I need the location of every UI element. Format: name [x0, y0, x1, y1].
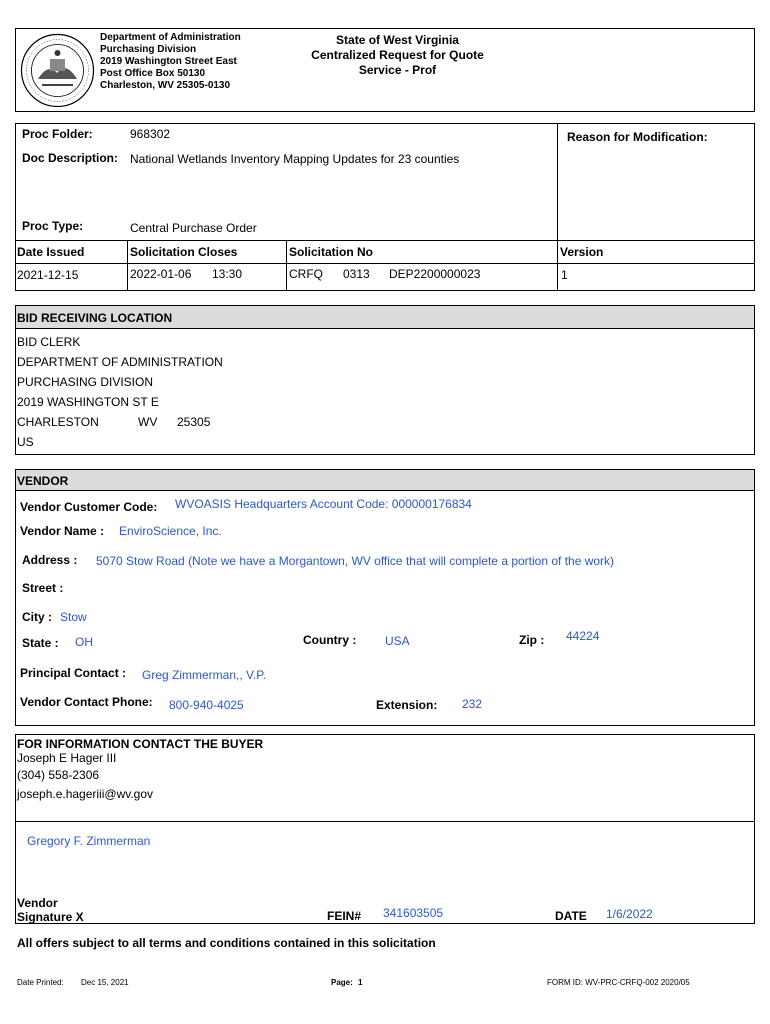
proc-type-value: Central Purchase Order: [130, 221, 257, 235]
title-line: Service - Prof: [358, 63, 437, 77]
state-seal: [20, 33, 95, 108]
solicitation-dept-value: 0313: [343, 267, 370, 281]
extension-label: Extension:: [376, 698, 438, 712]
title-line: Centralized Request for Quote: [311, 48, 484, 62]
solicitation-closes-header: Solicitation Closes: [130, 245, 238, 259]
state-label: State :: [22, 636, 59, 650]
state-field[interactable]: OH: [75, 635, 93, 649]
bid-line: 2019 WASHINGTON ST E: [17, 395, 159, 409]
bid-state: WV: [138, 415, 158, 429]
proc-box: [15, 123, 755, 291]
divider: [127, 240, 128, 291]
vendor-name-field[interactable]: EnviroScience, Inc.: [119, 524, 222, 538]
bid-country: US: [17, 435, 34, 449]
fein-field[interactable]: 341603505: [383, 906, 444, 920]
buyer-name: Joseph E Hager III: [17, 751, 117, 765]
form-id: FORM ID: WV-PRC-CRFQ-002 2020/05: [547, 978, 690, 987]
dept-line: Department of Administration: [100, 32, 241, 43]
dept-line: Post Office Box 50130: [100, 68, 206, 79]
seal-icon: [20, 33, 95, 108]
vendor-heading: VENDOR: [17, 474, 69, 488]
terms-notice: All offers subject to all terms and conditions contained in this solicitation: [17, 936, 436, 950]
bid-line: PURCHASING DIVISION: [17, 375, 154, 389]
solicitation-no-header: Solicitation No: [289, 245, 373, 259]
proc-folder-label: Proc Folder:: [22, 127, 93, 141]
date-field[interactable]: 1/6/2022: [606, 907, 653, 921]
doc-description-label: Doc Description:: [22, 151, 119, 165]
dept-line: Purchasing Division: [100, 44, 197, 55]
vendor-heading-bar: [16, 470, 754, 491]
divider: [15, 821, 755, 822]
date-label: DATE: [555, 909, 587, 923]
bid-location-heading: BID RECEIVING LOCATION: [17, 311, 173, 325]
reason-label: Reason for Modification:: [567, 130, 708, 144]
street-label: Street :: [22, 581, 64, 595]
vendor-phone-field[interactable]: 800-940-4025: [169, 698, 244, 712]
address-label: Address :: [22, 553, 78, 567]
principal-contact-label: Principal Contact :: [20, 666, 127, 680]
page-label: Page:: [331, 978, 353, 987]
buyer-phone: (304) 558-2306: [17, 768, 100, 782]
vendor-phone-label: Vendor Contact Phone:: [20, 695, 153, 709]
zip-field[interactable]: 44224: [566, 629, 600, 643]
version-value: 1: [561, 268, 568, 282]
proc-folder-value: 968302: [130, 127, 171, 141]
proc-type-label: Proc Type:: [22, 219, 84, 233]
dept-line: 2019 Washington Street East: [100, 56, 237, 67]
closes-time-value: 13:30: [212, 267, 243, 281]
zip-label: Zip :: [519, 633, 545, 647]
extension-field[interactable]: 232: [462, 697, 483, 711]
title-line: State of West Virginia: [336, 33, 459, 47]
signature-label-line: Vendor: [17, 896, 58, 910]
bid-line: BID CLERK: [17, 335, 81, 349]
divider: [15, 240, 755, 241]
doc-description-value: National Wetlands Inventory Mapping Updates for 23 counties: [130, 152, 460, 166]
fein-label: FEIN#: [327, 909, 362, 923]
dept-line: Charleston, WV 25305-0130: [100, 80, 231, 91]
vendor-name-label: Vendor Name :: [20, 524, 105, 538]
bid-zip: 25305: [177, 415, 211, 429]
divider: [557, 123, 558, 291]
buyer-email: joseph.e.hageriii@wv.gov: [17, 787, 154, 801]
buyer-box: [15, 734, 755, 924]
closes-date-value: 2022-01-06: [130, 267, 192, 281]
solicitation-type-value: CRFQ: [289, 267, 323, 281]
city-field[interactable]: Stow: [60, 610, 87, 624]
date-printed-label: Date Printed:: [17, 978, 64, 987]
page-value: 1: [358, 978, 363, 987]
buyer-heading: FOR INFORMATION CONTACT THE BUYER: [17, 737, 264, 751]
document-title: [290, 33, 505, 78]
country-field[interactable]: USA: [385, 634, 410, 648]
vendor-customer-code-label: Vendor Customer Code:: [20, 500, 158, 514]
date-issued-header: Date Issued: [17, 245, 85, 259]
date-printed-value: Dec 15, 2021: [81, 978, 129, 987]
dept-address: [100, 32, 300, 92]
solicitation-number-value: DEP2200000023: [389, 267, 481, 281]
divider: [15, 263, 755, 264]
country-label: Country :: [303, 633, 357, 647]
divider: [286, 240, 287, 291]
vendor-signer-field[interactable]: Gregory F. Zimmerman: [27, 834, 151, 848]
bid-city: CHARLESTON: [17, 415, 99, 429]
signature-label-line: Signature X: [17, 910, 84, 924]
principal-contact-field[interactable]: Greg Zimmerman,, V.P.: [142, 668, 267, 682]
vendor-signature-label: [17, 896, 84, 924]
bid-line: DEPARTMENT OF ADMINISTRATION: [17, 355, 223, 369]
address-field[interactable]: 5070 Stow Road (Note we have a Morgantown, WV office that will complete a portion of the work): [96, 554, 615, 568]
city-label: City :: [22, 610, 52, 624]
vendor-customer-code-field[interactable]: WVOASIS Headquarters Account Code: 000000176834: [175, 497, 472, 511]
date-issued-value: 2021-12-15: [17, 268, 79, 282]
version-header: Version: [560, 245, 604, 259]
